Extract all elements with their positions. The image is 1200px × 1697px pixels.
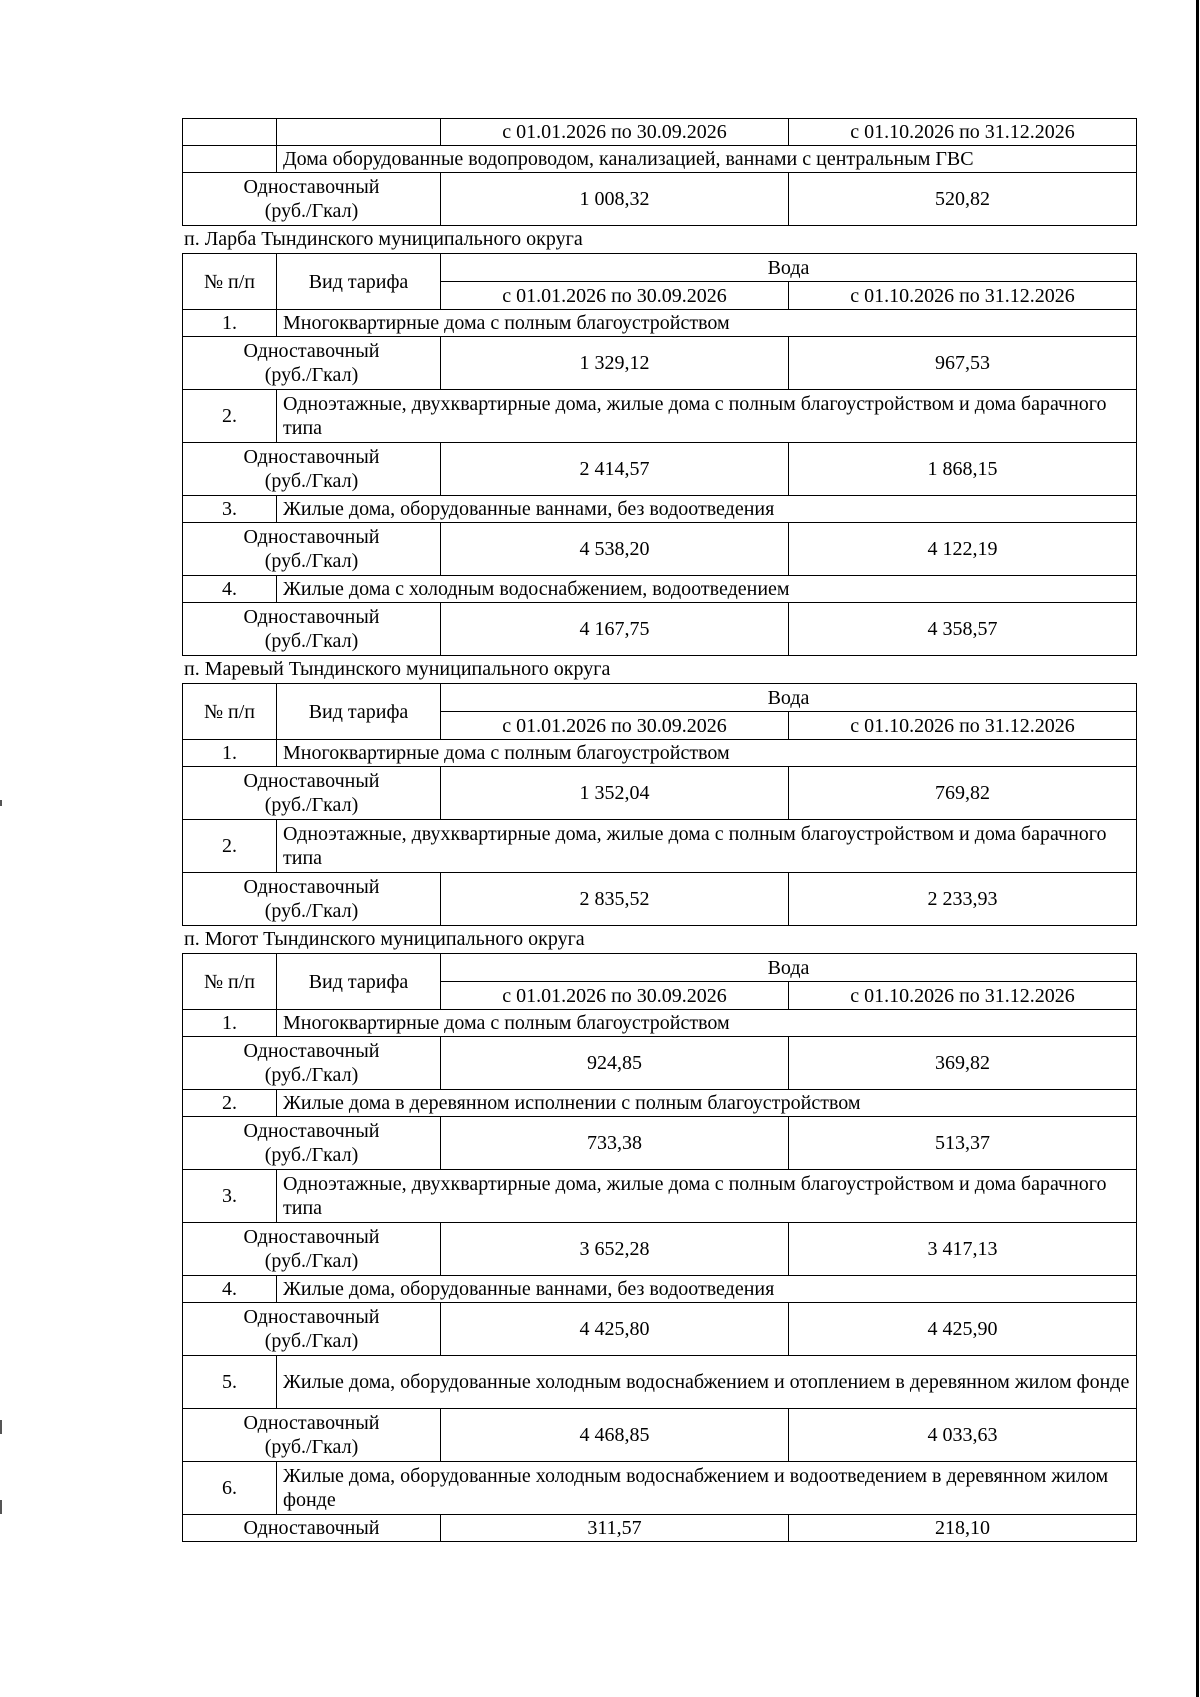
tariff-table — [182, 253, 1137, 656]
header-tariff-type: Вид тарифа — [277, 684, 441, 740]
header-number: № п/п — [183, 254, 277, 310]
category-row — [183, 1010, 1137, 1037]
scan-mark — [0, 1420, 2, 1434]
tariff-type: Одноставочный (руб./Гкал) — [183, 337, 441, 390]
tariff-row — [183, 443, 1137, 496]
tariff-row — [183, 603, 1137, 656]
category-row — [183, 576, 1137, 603]
tariff-row — [183, 173, 1137, 226]
tariff-type: Одноставочный (руб./Гкал) — [183, 523, 441, 576]
category-description: Одноэтажные, двухквартирные дома, жилые дома с полным благоустройством и дома барачного типа — [277, 820, 1137, 873]
category-number: 5. — [183, 1356, 277, 1409]
category-description: Жилые дома, оборудованные холодным водоснабжением и водоотведением в деревянном жилом фонде — [277, 1462, 1137, 1515]
category-row — [183, 1276, 1137, 1303]
category-description: Жилые дома в деревянном исполнении с полным благоустройством — [277, 1090, 1137, 1117]
section-title: п. Маревый Тындинского муниципального округа — [184, 658, 611, 680]
section-title: п. Ларба Тындинского муниципального округа — [184, 228, 583, 250]
category-row — [183, 740, 1137, 767]
tariff-row — [183, 1409, 1137, 1462]
category-number: 1. — [183, 1010, 277, 1037]
tariff-row — [183, 1303, 1137, 1356]
header-water: Вода — [441, 684, 1137, 712]
tariff-value-period2: 2 233,93 — [789, 873, 1137, 926]
sections-container — [182, 226, 1136, 1542]
tariff-value-period1: 4 425,80 — [441, 1303, 789, 1356]
category-description: Одноэтажные, двухквартирные дома, жилые дома с полным благоустройством и дома барачного типа — [277, 1170, 1137, 1223]
header-number: № п/п — [183, 684, 277, 740]
header-period1: с 01.01.2026 по 30.09.2026 — [441, 712, 789, 740]
header-period2: с 01.10.2026 по 31.12.2026 — [789, 712, 1137, 740]
tariff-type: Одноставочный (руб./Гкал) — [183, 1037, 441, 1090]
category-number: 2. — [183, 820, 277, 873]
header-water: Вода — [441, 954, 1137, 982]
tariff-value-period2: 967,53 — [789, 337, 1137, 390]
tariff-table — [182, 953, 1137, 1542]
tariff-value-period2: 1 868,15 — [789, 443, 1137, 496]
category-number: 6. — [183, 1462, 277, 1515]
category-row — [183, 390, 1137, 443]
tariff-value-period1: 2 414,57 — [441, 443, 789, 496]
tariff-type: Одноставочный (руб./Гкал) — [183, 873, 441, 926]
category-number-cell — [183, 146, 277, 173]
tariff-type: Одноставочный — [183, 1515, 441, 1542]
tariff-type: Одноставочный (руб./Гкал) — [183, 1409, 441, 1462]
tariff-value-period1: 1 008,32 — [441, 173, 789, 226]
header-period2: с 01.10.2026 по 31.12.2026 — [789, 982, 1137, 1010]
category-number: 1. — [183, 740, 277, 767]
tariff-table-continuation — [182, 118, 1137, 226]
scan-mark — [0, 800, 2, 806]
tariff-value-period2: 4 358,57 — [789, 603, 1137, 656]
category-row — [183, 496, 1137, 523]
tariff-value-period1: 4 538,20 — [441, 523, 789, 576]
category-description: Жилые дома, оборудованные ваннами, без водоотведения — [277, 496, 1137, 523]
tariff-row — [183, 1037, 1137, 1090]
tariff-value-period2: 369,82 — [789, 1037, 1137, 1090]
tariff-type: Одноставочный (руб./Гкал) — [183, 173, 441, 226]
category-description: Жилые дома, оборудованные холодным водоснабжением и отоплением в деревянном жилом фонде — [277, 1356, 1137, 1409]
category-number: 3. — [183, 1170, 277, 1223]
category-description: Многоквартирные дома с полным благоустройством — [277, 740, 1137, 767]
tariff-row — [183, 337, 1137, 390]
category-description: Жилые дома, оборудованные ваннами, без водоотведения — [277, 1276, 1137, 1303]
header-tariff-type: Вид тарифа — [277, 254, 441, 310]
header-number: № п/п — [183, 954, 277, 1010]
category-row — [183, 146, 1137, 173]
page-edge-line — [1196, 0, 1199, 1697]
tariff-type: Одноставочный (руб./Гкал) — [183, 443, 441, 496]
category-description: Одноэтажные, двухквартирные дома, жилые дома с полным благоустройством и дома барачного типа — [277, 390, 1137, 443]
category-number: 2. — [183, 1090, 277, 1117]
tariff-value-period2: 4 425,90 — [789, 1303, 1137, 1356]
category-number: 2. — [183, 390, 277, 443]
tariff-value-period2: 218,10 — [789, 1515, 1137, 1542]
header-blank-cell — [183, 119, 277, 146]
category-description: Многоквартирные дома с полным благоустройством — [277, 310, 1137, 337]
tariff-value-period2: 769,82 — [789, 767, 1137, 820]
category-number: 4. — [183, 576, 277, 603]
header-period1: с 01.01.2026 по 30.09.2026 — [441, 982, 789, 1010]
tariff-type: Одноставочный (руб./Гкал) — [183, 1117, 441, 1170]
scan-mark — [0, 1500, 2, 1514]
header-water: Вода — [441, 254, 1137, 282]
tariff-row — [183, 523, 1137, 576]
header-period2: с 01.10.2026 по 31.12.2026 — [789, 119, 1137, 146]
tariff-value-period1: 3 652,28 — [441, 1223, 789, 1276]
category-row — [183, 1356, 1137, 1409]
tariff-type: Одноставочный (руб./Гкал) — [183, 767, 441, 820]
tariff-value-period1: 924,85 — [441, 1037, 789, 1090]
tariff-value-period1: 311,57 — [441, 1515, 789, 1542]
category-row — [183, 1462, 1137, 1515]
tariff-value-period2: 520,82 — [789, 173, 1137, 226]
category-row — [183, 1170, 1137, 1223]
table-header-row — [183, 119, 1137, 146]
tariff-type: Одноставочный (руб./Гкал) — [183, 1303, 441, 1356]
category-row — [183, 1090, 1137, 1117]
tariff-value-period2: 513,37 — [789, 1117, 1137, 1170]
tariff-row — [183, 1117, 1137, 1170]
category-row — [183, 820, 1137, 873]
section-title: п. Могот Тындинского муниципального округа — [184, 928, 585, 950]
header-tariff-type: Вид тарифа — [277, 954, 441, 1010]
category-number: 3. — [183, 496, 277, 523]
tariff-value-period1: 1 352,04 — [441, 767, 789, 820]
header-period1: с 01.01.2026 по 30.09.2026 — [441, 282, 789, 310]
tariff-value-period1: 2 835,52 — [441, 873, 789, 926]
category-description: Дома оборудованные водопроводом, канализацией, ваннами с центральным ГВС — [277, 146, 1137, 173]
tariff-value-period1: 4 468,85 — [441, 1409, 789, 1462]
tariff-row — [183, 1223, 1137, 1276]
tariff-value-period2: 4 033,63 — [789, 1409, 1137, 1462]
table-header-row — [183, 954, 1137, 982]
tariff-row — [183, 767, 1137, 820]
header-blank-cell — [277, 119, 441, 146]
category-number: 1. — [183, 310, 277, 337]
category-description: Многоквартирные дома с полным благоустройством — [277, 1010, 1137, 1037]
tariff-value-period1: 4 167,75 — [441, 603, 789, 656]
table-header-row — [183, 684, 1137, 712]
category-row — [183, 310, 1137, 337]
tariff-value-period2: 4 122,19 — [789, 523, 1137, 576]
tariff-row — [183, 873, 1137, 926]
tariff-row — [183, 1515, 1137, 1542]
tariff-value-period1: 1 329,12 — [441, 337, 789, 390]
tariff-type: Одноставочный (руб./Гкал) — [183, 1223, 441, 1276]
document-page — [182, 118, 1136, 1542]
header-period2: с 01.10.2026 по 31.12.2026 — [789, 282, 1137, 310]
header-period1: с 01.01.2026 по 30.09.2026 — [441, 119, 789, 146]
tariff-type: Одноставочный (руб./Гкал) — [183, 603, 441, 656]
category-number: 4. — [183, 1276, 277, 1303]
table-header-row — [183, 254, 1137, 282]
category-description: Жилые дома с холодным водоснабжением, водоотведением — [277, 576, 1137, 603]
tariff-value-period2: 3 417,13 — [789, 1223, 1137, 1276]
tariff-table — [182, 683, 1137, 926]
tariff-value-period1: 733,38 — [441, 1117, 789, 1170]
